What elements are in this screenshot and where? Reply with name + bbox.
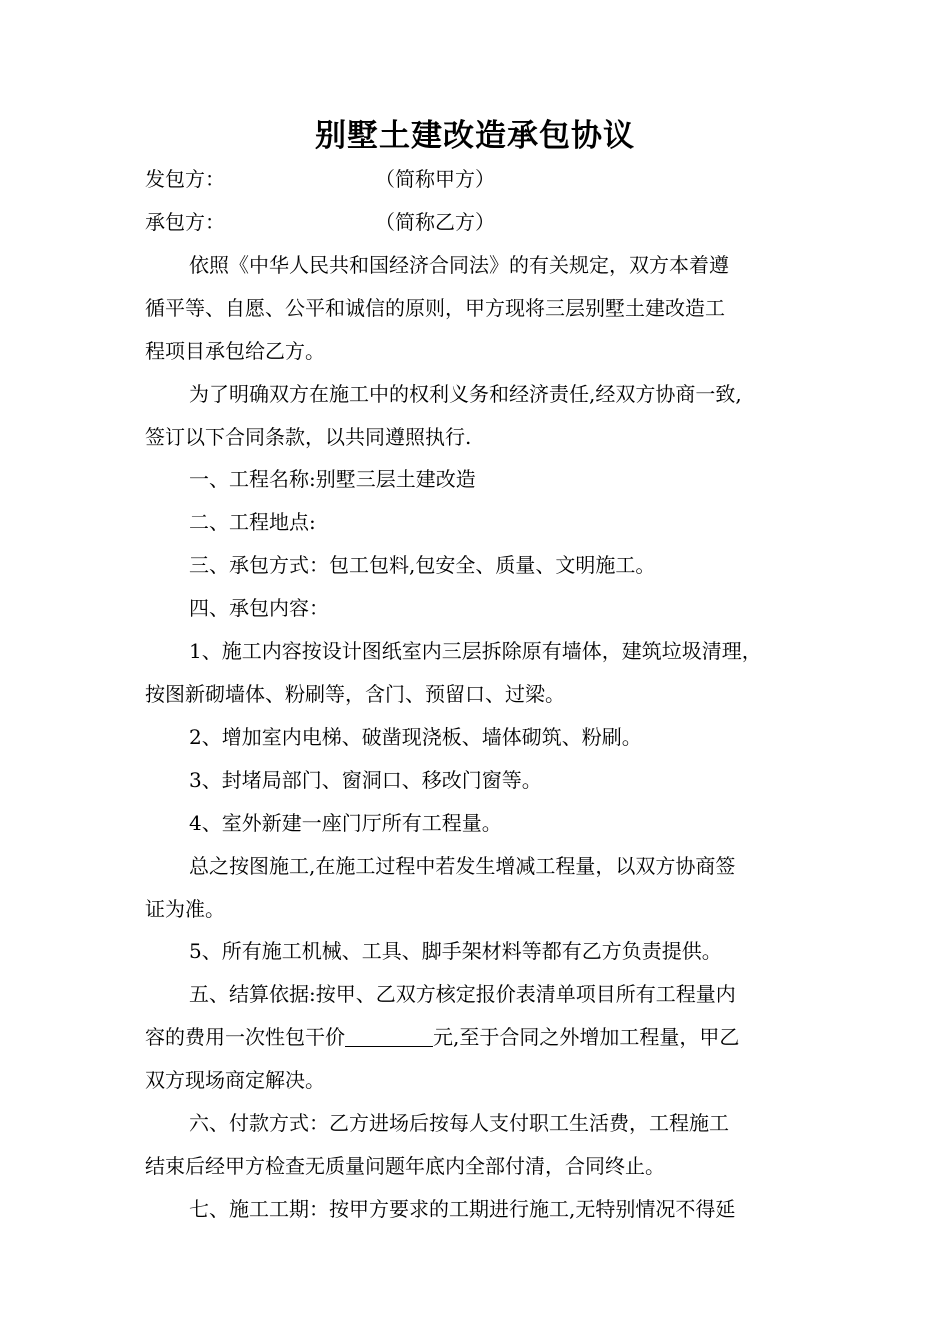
party-row-contractor bbox=[145, 207, 825, 237]
document-title: 别墅土建改造承包协议 bbox=[315, 118, 635, 154]
text-line: 总之按图施工,在施工过程中若发生增减工程量，以双方协商签 bbox=[189, 854, 736, 878]
clause-contract-content: 四、承包内容： bbox=[189, 596, 329, 620]
party-abbreviation: （简称甲方） bbox=[375, 167, 495, 191]
price-line-after: 元,至于合同之外增加工程量，甲乙 bbox=[433, 1025, 740, 1049]
clause-project-location: 二、工程地点: bbox=[189, 510, 316, 534]
price-line-before: 容的费用一次性包干价 bbox=[145, 1025, 345, 1049]
price-blank-field bbox=[345, 1026, 433, 1047]
clause-contract-method: 三、承包方式：包工包料,包安全、质量、文明施工。 bbox=[189, 553, 656, 577]
text-line: 2、增加室内电梯、破凿现浇板、墙体砌筑、粉刷。 bbox=[189, 725, 642, 749]
text-line: 按图新砌墙体、粉刷等，含门、预留口、过梁。 bbox=[145, 682, 565, 706]
party-row-employer bbox=[145, 164, 825, 194]
text-line: 循平等、自愿、公平和诚信的原则，甲方现将三层别墅土建改造工 bbox=[145, 296, 725, 320]
clause-settlement: 五、结算依据:按甲、乙双方核定报价表清单项目所有工程量内 bbox=[189, 982, 736, 1006]
text-line: 证为准。 bbox=[145, 897, 225, 921]
text-line: 依照《中华人民共和国经济合同法》的有关规定，双方本着遵 bbox=[189, 253, 729, 277]
party-abbreviation: （简称乙方） bbox=[375, 210, 495, 234]
text-line: 1、施工内容按设计图纸室内三层拆除原有墙体，建筑垃圾清理， bbox=[189, 639, 762, 663]
party-label: 承包方： bbox=[145, 210, 225, 234]
clause-project-name: 一、工程名称:别墅三层土建改造 bbox=[189, 467, 476, 491]
text-line: 3、封堵局部门、窗洞口、移改门窗等。 bbox=[189, 768, 542, 792]
text-line: 5、所有施工机械、工具、脚手架材料等都有乙方负责提供。 bbox=[189, 939, 722, 963]
clause-schedule: 七、施工工期：按甲方要求的工期进行施工,无特别情况不得延 bbox=[189, 1197, 736, 1221]
text-line: 结束后经甲方检查无质量问题年底内全部付清，合同终止。 bbox=[145, 1154, 665, 1178]
party-label: 发包方： bbox=[145, 167, 225, 191]
price-line bbox=[145, 1022, 825, 1052]
clause-payment: 六、付款方式：乙方进场后按每人支付职工生活费，工程施工 bbox=[189, 1111, 729, 1135]
text-line: 签订以下合同条款，以共同遵照执行. bbox=[145, 425, 472, 449]
text-line: 程项目承包给乙方。 bbox=[145, 339, 325, 363]
text-line: 为了明确双方在施工中的权利义务和经济责任,经双方协商一致, bbox=[189, 382, 742, 406]
text-line: 4、室外新建一座门厅所有工程量。 bbox=[189, 811, 502, 835]
text-line: 双方现场商定解决。 bbox=[145, 1068, 325, 1092]
